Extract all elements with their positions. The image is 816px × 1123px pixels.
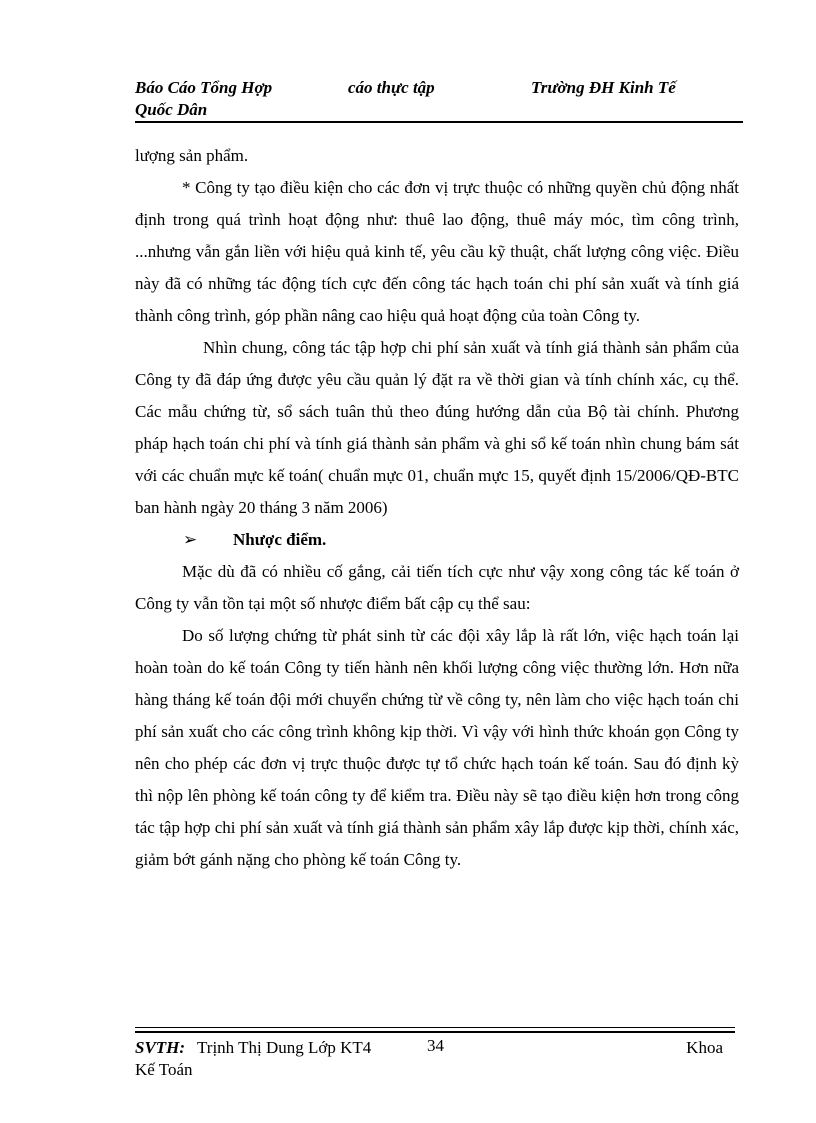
page-footer: [135, 1035, 735, 1085]
paragraph-weaknesses-intro: Mặc dù đã có nhiều cố gắng, cải tiến tích cực như vậy xong công tác kế toán ở Công ty vẫn tồn tại một số nhược điểm bất cập cụ thể sau:: [135, 562, 739, 613]
document-body: [135, 140, 739, 876]
footer-svth-label: SVTH:: [135, 1038, 186, 1057]
page-number: 34: [427, 1036, 444, 1055]
paragraph-weaknesses-detail: Do số lượng chứng từ phát sinh từ các đội xây lắp là rất lớn, việc hạch toán lại hoàn toàn do kế toán Công ty tiến hành nên khối lượng công việc thường lớn. Hơn nữa hàng tháng kế toán đội mới chuyển chứng từ về công ty, nên làm cho việc hạch toán chi phí sản xuất cho các công trình không kịp thời. Vì vậy với hình thức khoán gọn Công ty nên cho phép các đơn vị trực thuộc được tự tổ chức hạch toán kế toán. Sau đó định kỳ thì nộp lên phòng kế toán công ty để kiểm tra. Điều này sẽ tạo điều kiện hơn trong công tác tập hợp chi phí sản xuất và tính giá thành sản phẩm xây lắp được kịp thời, chính xác, giảm bớt gánh nặng cho phòng kế toán Công ty.: [135, 626, 739, 869]
footer-faculty-line2: Kế Toán: [135, 1060, 193, 1079]
section-heading-weaknesses: [135, 524, 739, 556]
header-rule: [135, 121, 743, 123]
header-report-title: Báo Cáo Tổng Hợp: [135, 78, 273, 97]
footer-rule-thick: [135, 1031, 735, 1033]
paragraph-overview: Nhìn chung, công tác tập hợp chi phí sản xuất và tính giá thành sản phẩm của Công ty đã đáp ứng được yêu cầu quản lý đặt ra về thời gian và tính chính xác, cụ thể. Các mẫu chứng từ, sổ sách tuân thủ theo đúng hướng dẫn của Bộ tài chính. Phương pháp hạch toán chi phí và tính giá thành sản phẩm và ghi sổ kế toán nhìn chung bám sát với các chuẩn mực kế toán( chuẩn mực 01, chuẩn mực 15, quyết định 15/2006/QĐ-BTC ban hành ngày 20 tháng 3 năm 2006): [135, 338, 739, 517]
paragraph-continuation: lượng sản phẩm.: [135, 146, 249, 165]
header-report-subtitle: cáo thực tập: [348, 78, 435, 97]
page-header: [135, 76, 743, 124]
paragraph-autonomy: * Công ty tạo điều kiện cho các đơn vị trực thuộc có những quyền chủ động nhất định trong quá trình hoạt động như: thuê lao động, thuê máy móc, tìm công trình, ...nhưng vẫn gắn liền với hiệu quả kinh tế, yêu cầu kỹ thuật, chất lượng công việc. Điều này đã có những tác động tích cực đến công tác hạch toán chi phí sản xuất và tính giá thành công trình, góp phần nâng cao hiệu quả hoạt động của toàn Công ty.: [135, 178, 739, 325]
header-university: Trường ĐH Kinh Tế: [531, 78, 676, 97]
section-heading-label: Nhược điểm.: [233, 530, 327, 549]
footer-student-name: Trịnh Thị Dung Lớp KT4: [197, 1038, 372, 1057]
footer-faculty: Khoa: [686, 1038, 723, 1057]
header-university-line2: Quốc Dân: [135, 100, 208, 119]
arrowhead-bullet-icon: ➢: [183, 530, 198, 549]
footer-rule-thin: [135, 1027, 735, 1028]
